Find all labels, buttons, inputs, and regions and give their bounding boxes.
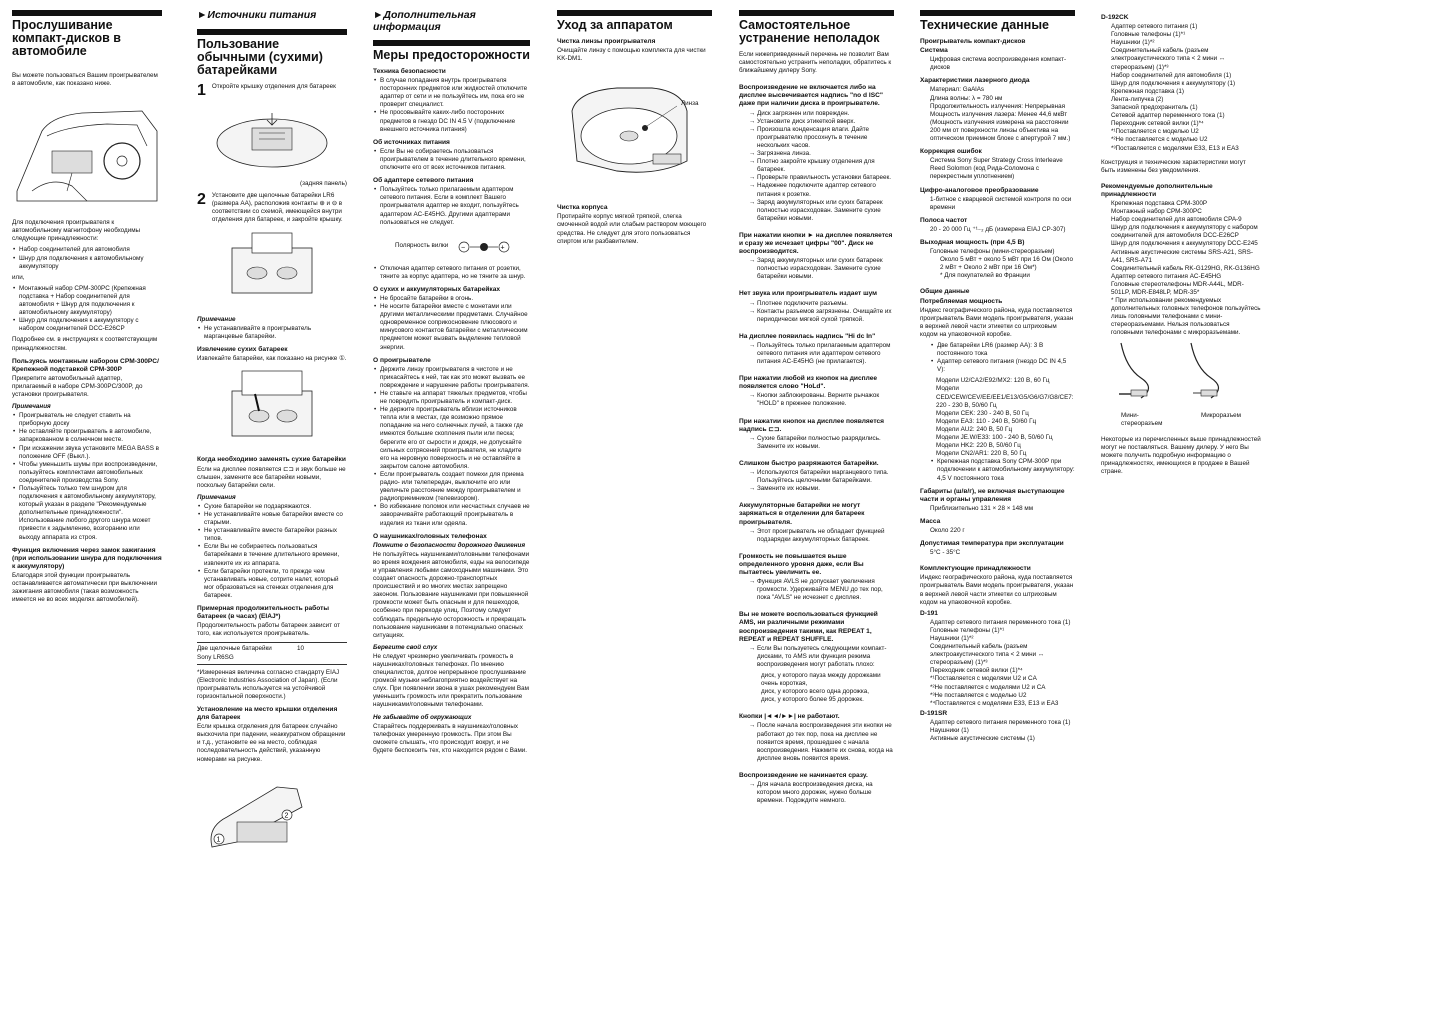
list-item: → Загрязнена линза. <box>757 150 894 158</box>
sub-list <box>739 672 894 704</box>
column-accessories <box>1101 14 1261 479</box>
section-bar <box>557 10 712 16</box>
adapter-list <box>373 186 530 226</box>
troubleshooting-title: Самостоятельное устранение неполадок <box>739 18 880 45</box>
list-item: → Пользуйтесь только прилагаемым адаптером сетевого питания или адаптером сетевого питания AC-E45HG (не прилагается). <box>757 342 894 366</box>
solution-list <box>739 528 894 544</box>
list-item: Наушники (1)*² <box>1111 39 1155 47</box>
cd-player-heading: Проигрыватель компакт-дисков <box>920 38 1026 45</box>
list-item: Модели EA3: 110 - 240 В, 50/60 Гц <box>936 417 1037 425</box>
list-item: → Контакты разъемов загрязнены. Очищайте их периодически мягкой сухой тряпкой. <box>757 308 894 324</box>
list-item: *²Не поставляется с моделью U2 <box>1111 136 1208 144</box>
mass-text: Около 220 г <box>930 526 965 534</box>
list-item: Адаптер сетевого питания (1) <box>1111 23 1198 31</box>
dims-heading: Габариты (ш/в/г), не включая выступающие части и органы управления <box>920 487 1065 503</box>
list-item: • Адаптер сетевого питания (гнездо DC IN 4,5 V): <box>937 358 1075 374</box>
road-heading: Помните о безопасности дорожного движения <box>373 541 526 549</box>
list-item: *³Не поставляется с моделью U2 <box>930 691 1027 699</box>
temp-heading: Допустимая температура при эксплуатации <box>920 540 1064 548</box>
list-item: • Не устанавливайте вместе батарейки разных типов. <box>204 527 347 543</box>
mass-heading: Масса <box>920 517 941 525</box>
battery-lid-illustration <box>197 103 347 178</box>
solution-list <box>739 342 894 366</box>
optional-heading: Рекомендуемые дополнительные принадлежности <box>1101 182 1213 198</box>
solution-list <box>739 722 894 762</box>
temp-text: 5°C - 35°C <box>930 549 961 557</box>
battery-note <box>197 325 347 341</box>
models-list <box>920 377 1075 458</box>
lid-text: Если крышка отделения для батареек случайно выскочила при падении, неаккуратном обращении и т.д., установите ее на место, соблюдая последовательность действий, указанную номерами на рисунке. <box>197 723 346 763</box>
list-item: → Установите диск этикеткой вверх. <box>757 118 894 126</box>
list-item: → Для начала воспроизведения диска, на котором много дорожек, нужно больше времени. Подождите немного. <box>757 781 894 805</box>
step-1-text: Откройте крышку отделения для батареек <box>211 82 336 90</box>
hearing-heading: Берегите свой слух <box>373 643 438 651</box>
list-item: Крепежная подставка (1) <box>1111 87 1184 95</box>
list-item: Модели CED/CEW/CEV/EE/EE1/E13/G5/G6/G7/G8/CE7: 220 - 230 В, 50/60 Гц <box>936 385 1074 409</box>
list-item: Адаптер сетевого питания переменного тока (1) <box>930 718 1071 726</box>
output-list <box>920 248 1075 280</box>
list-item: • При искажении звука установите MEGA BASS в положение OFF (Выкл.). <box>19 445 162 461</box>
list-item: * При использовании рекомендуемых дополнительных головных телефонов пользуйтесь лишь головными телефонами с мини-стереоразъемами. Нельзя пользоваться головными телефонами с микроразъемами. <box>1111 297 1261 337</box>
list-item: • Не держите проигрыватель вблизи источников тепла или в местах, где возможно прямое попадание на него солнечных лучей, а также где имеются большие скопления пыли или песка; берегите его от сырости и дождя, не допускайте сильных сотрясений проигрывателя, не кладите его на неровную поверхность и не оставляйте в закрытом салоне автомобиля. <box>380 406 530 471</box>
list-item: диск, у которого пауза между дорожками очень короткая, <box>761 672 881 688</box>
player-heading: О проигрывателе <box>373 356 431 364</box>
dac-text: 1-битное с кварцевой системой контроля по оси времени <box>930 195 1072 211</box>
life-label: Две щелочные батарейки Sony LR6SG <box>197 645 272 661</box>
problem-heading: При нажатии кнопки ► на дисплее появляется и сразу же исчезает цифры "00". Диск не воспроизводится. <box>739 231 893 256</box>
list-item: Модели AU2: 240 В, 50 Гц <box>936 425 1013 433</box>
list-item: Длина волны: λ = 780 нм <box>930 94 1003 102</box>
adapter-list-2 <box>373 265 530 281</box>
lens-text: Очищайте линзу с помощью комплекта для чистки KK-DM1. <box>557 47 706 63</box>
list-item: • Сухие батарейки не подзаряжаются. <box>204 503 347 511</box>
car-p2: Для подключения проигрывателя к автомобильному магнитофону необходимы следующие принадлежности: <box>12 219 141 243</box>
rear-panel-caption: (задняя панель) <box>300 179 347 187</box>
solution-list <box>739 435 894 451</box>
list-item: Около 5 мВт + около 5 мВт при 16 Ом (Около 2 мВт + Около 2 мВт при 16 Ом*) <box>940 256 1073 272</box>
list-item: • Если Вы не собираетесь пользоваться проигрывателем в течение длительного времени, отключите его от всех источников питания. <box>380 148 530 172</box>
list-item: • Не ставьте на аппарат тяжелых предметов, чтобы не повредить проигрыватель и компакт-диск. <box>380 390 530 406</box>
column-care <box>557 10 712 249</box>
troubleshooting-sections <box>739 84 894 805</box>
list-item: *³Поставляется с моделями E33, E13 и EA3 <box>1111 144 1239 152</box>
section-bar <box>197 29 347 35</box>
notes-heading: Примечания <box>197 493 236 501</box>
solution-list <box>739 781 894 805</box>
laser-list <box>920 86 1075 143</box>
list-item: • Не носите батарейки вместе с монетами или другими металлическими предметами. Случайное одновременное соприкосновение плюсового и минусового контактов батарейки с металлическим предметом может вызвать выделение тепловой энергии. <box>380 303 530 352</box>
problem-heading: Аккумуляторные батарейки не могут заряжаться в отделении для батареек проигрывателя. <box>739 502 865 526</box>
list-item: → Надежнее подключите адаптер сетевого питания к розетке. <box>757 182 894 198</box>
player-list <box>373 366 530 528</box>
problem-heading: Воспроизведение не начинается сразу. <box>739 771 868 779</box>
step-2-text: Установите две щелочные батарейки LR6 (размера AA), расположив контакты ⊕ и ⊖ в соответствии со схемой, имеющейся внутри отделения для батареек, и закройте крышку. <box>211 191 343 223</box>
case-heading: Чистка корпуса <box>557 204 608 212</box>
step-1 <box>197 83 347 99</box>
list-item: • Пользуйтесь только прилагаемым адаптером сетевого питания. Если в комплект Вашего проигрывателя адаптер не входит, пользуйтесь адаптером AC-E45HG. Другими адаптерами пользоваться не следует. <box>380 186 530 226</box>
list-item: Модели HK2: 220 В, 50/60 Гц <box>936 442 1021 450</box>
solution-list <box>739 645 894 669</box>
list-item: • Держите линзу проигрывателя в чистоте и не прикасайтесь к ней, так как это может вызвать ее повреждение и нарушение работы проигрывателя. <box>380 366 530 390</box>
car-intro: Вы можете пользоваться Вашим проигрывателем в автомобиле, как показано ниже. <box>12 72 158 88</box>
freq-heading: Полоса частот <box>920 216 968 224</box>
list-item: Набор соединителей для автомобиля CPA-9 <box>1111 216 1242 224</box>
lid-heading: Установление на место крышки отделения для батареек <box>197 705 338 722</box>
list-item: • Монтажный набор CPM-300PC (Крепежная подставка + Набор соединителей для автомобиля + Шнур для подключения к автомобильному аккумулятору) <box>19 285 162 317</box>
adapter-heading: Об адаптере сетевого питания <box>373 177 474 185</box>
problem-heading: На дисплее появилась надпись "Hi dc In" <box>739 332 876 340</box>
list-item: Активные акустические системы SRS-A21, SRS-A41, SRS-A71 <box>1111 248 1253 264</box>
problem-heading: Кнопки |◄◄/►►| не работают. <box>739 713 840 721</box>
car-list-2 <box>12 285 162 334</box>
life-table-row <box>197 642 347 664</box>
info-section: ►Дополнительная информация <box>373 9 476 33</box>
d191sr-heading: D-191SR <box>920 709 948 717</box>
troubleshooting-intro: Если нижеприведенный перечень не позволит Вам самостоятельно устранить неполадки, обратитесь к ближайшему дилеру Sony. <box>739 51 892 75</box>
battery-remove-illustration <box>197 366 347 451</box>
list-item: *⁴Поставляется с моделями E33, E13 и EA3 <box>930 699 1059 707</box>
car-or: или, <box>12 273 25 281</box>
power-section: ►Источники питания <box>197 9 317 21</box>
d191-list <box>920 619 1075 708</box>
others-text: Старайтесь поддерживать в наушниках/головных телефонах умеренную громкость. При этом Вы сможете слышать, что происходит вокруг, и не будете беспокоить тех, кто находится рядом с Вами. <box>373 722 528 754</box>
list-item: Сетевой адаптер переменного тока (1) <box>1111 112 1225 120</box>
solution-list <box>739 257 894 281</box>
change-notice: Конструкция и технические характеристики могут быть изменены без уведомления. <box>1101 158 1246 174</box>
list-item: • В случае попадания внутрь проигрывателя посторонних предметов или жидкостей отключите адаптер от сети и не пользуйтесь им, пока его не проверит специалист. <box>380 77 530 109</box>
power-list <box>373 148 530 172</box>
laser-heading: Характеристики лазерного диода <box>920 77 1030 85</box>
replace-heading: Когда необходимо заменять сухие батарейки <box>197 456 346 464</box>
safety-list <box>373 77 530 134</box>
solution-list <box>739 469 894 493</box>
optional-list <box>1101 200 1261 338</box>
solution-list <box>739 300 894 324</box>
list-item: → Функция AVLS не допускает увеличения громкости. Удерживайте MENU до тех пор, пока "AVLS" не исчезнет с дисплея. <box>757 578 894 602</box>
list-item: Запасной предохранитель (1) <box>1111 104 1198 112</box>
list-item: • Набор соединителей для автомобиля <box>19 246 162 254</box>
mount-text: Прикрепите автомобильный адаптер, прилагаемый в наборе CPM-300PC/300P, до установки проигрывателя. <box>12 374 143 398</box>
power-heading: Об источниках питания <box>373 138 450 146</box>
list-item: * Для покупателей во Франции <box>940 272 1030 280</box>
life-value: 10 <box>297 645 305 653</box>
system-text: Цифровая система воспроизведения компакт-дисков <box>930 56 1067 72</box>
error-text: Система Sony Super Strategy Cross Interleave Reed Solomon (код Рида-Соломона с перекрестным уплотнением) <box>930 157 1063 181</box>
others-heading: Не забывайте об окружающих <box>373 713 472 721</box>
list-item: → После начала воспроизведения эти кнопки не работают до тех пор, пока на дисплее не появится время, прошедшее с начала воспроизведения. Нажмите их снова, когда на дисплее вновь появится время. <box>757 722 894 762</box>
safety-heading: Техника безопасности <box>373 68 446 75</box>
micro-plug-label: Микроразъем <box>1201 411 1241 419</box>
solution-list <box>739 578 894 602</box>
road-text: Не пользуйтесь наушниками/головными телефонами во время вождения автомобиля, езды на велосипеде и управления любыми самоходными машинами. Это создает опасность дорожно-транспортных происшествий и во многих местах запрещено законом. Пользование наушниками при повышенной громкости может быть опасным и для пешеходов, особенно при переходе улиц. Поэтому следует соблюдать предельную осторожность и прекращать пользование наушниками в потенциально опасных ситуациях. <box>373 550 530 639</box>
list-item: • Проигрыватель не следует ставить на приборную доску <box>19 412 162 428</box>
list-item: → Произошла конденсация влаги. Дайте проигрывателю просохнуть в течение нескольких часов. <box>757 126 894 150</box>
polarity-figure <box>395 233 530 259</box>
consumption-text: Индекс географического района, куда поставляется проигрыватель Вами модель проигрывателя, указан в верхней левой части этикетки со штриховым кодом на упаковочной коробке. <box>920 306 1074 338</box>
list-item: → Плотнее подключите разъемы. <box>757 300 894 308</box>
problem-heading: Воспроизведение не включается либо на дисплее высвечивается надпись "no d ISC" даже при наличии диска в проигрывателе. <box>739 84 883 108</box>
replace-text: Если на дисплее появляется ⊏⊐ и звук больше не слышен, замените все батарейки новыми, поскольку батарейки сели. <box>197 465 346 489</box>
list-item: Модели JE.W/E33: 100 - 240 В, 50/60 Гц <box>936 434 1053 442</box>
column-specs <box>920 10 1075 743</box>
column-car <box>12 10 162 607</box>
svg-text:+: + <box>500 244 505 252</box>
remove-heading: Извлечение сухих батареек <box>197 346 288 354</box>
list-item: • Пользуйтесь только тем шнуром для подключения к автомобильному аккумулятору, который указан в разделе "Рекомендуемые дополнительные принадлежности". Использование любого другого шнура может привести к задымлению, возгоранию или выходу аппарата из строя. <box>19 485 162 542</box>
list-item: Головные телефоны (1)*¹ <box>1111 31 1186 39</box>
list-item: Модели CN2/AR1: 220 В, 50 Гц <box>936 450 1027 458</box>
car-title: Прослушивание компакт-дисков в автомобиле <box>12 18 121 58</box>
list-item: Модели U2/CA2/E92/MX2: 120 В, 60 Гц <box>936 377 1050 385</box>
general-heading: Общие данные <box>920 288 970 296</box>
list-item: → Заряд аккумуляторных или сухих батареек полностью израсходован. Замените сухие батарейки новыми. <box>757 199 894 223</box>
step-2 <box>197 192 347 224</box>
list-item: → Этот проигрыватель не обладает функцией подзарядки аккумуляторных батареек. <box>757 528 894 544</box>
final-note: Некоторые из перечисленных выше принадлежностей могут не поставляться. Вашему дилеру. У него Вы можете получить подробную информацию о принадлежностях, имеющихся в продаже в Вашей стране. <box>1101 435 1261 476</box>
d191sr-list <box>920 719 1075 743</box>
list-item: • Если Вы не собираетесь пользоваться батарейками в течение длительного времени, извлеките их из аппарата. <box>204 543 347 567</box>
car-list-1 <box>12 246 162 270</box>
list-item: Монтажный набор CPM-300PC <box>1111 208 1202 216</box>
polarity-label: Полярность вилки <box>395 241 449 249</box>
list-item: Головные телефоны (1)*¹ <box>930 626 1005 634</box>
list-item: Адаптер сетевого питания переменного тока (1) <box>930 618 1071 626</box>
consumption-list <box>920 342 1075 374</box>
solution-list <box>739 110 894 223</box>
section-bar <box>12 10 162 16</box>
problem-heading: Нет звука или проигрыватель издает шум <box>739 290 878 298</box>
notes-heading: Примечания <box>12 403 51 411</box>
battery-notes <box>197 503 347 600</box>
list-item: • Две батарейки LR6 (размер AA): 3 В постоянного тока <box>937 342 1075 358</box>
list-item: диск, у которого всего одна дорожка, <box>761 688 869 696</box>
case-text: Протирайте корпус мягкой тряпкой, слегка смоченной водой или слабым раствором моющего средства. Не следует для этого пользоваться спиртом или разбавителем. <box>557 213 707 245</box>
svg-text:−: − <box>461 244 466 252</box>
list-item: Переходник сетевой вилки (1)*⁴ <box>1111 120 1204 128</box>
list-item: → Проверьте правильность установки батареек. <box>757 174 894 182</box>
list-item: • Чтобы уменьшить шумы при воспроизведении, пользуйтесь комплектами автомобильных соединителей производства Sony. <box>19 461 162 485</box>
problem-heading: При нажатии кнопок на дисплее появляется надпись ⊏⊐. <box>739 417 884 433</box>
car-notes <box>12 412 162 542</box>
section-bar <box>920 10 1075 16</box>
care-title: Уход за аппаратом <box>557 18 673 32</box>
d192-heading: D-192CK <box>1101 14 1129 21</box>
ignition-heading: Функция включения через замок зажигания (при использовании шнура для подключения к аккумулятору) <box>12 546 162 570</box>
mount-heading: Пользуясь монтажным набором CPM-300PC/Крепежной подставкой CPM-300P <box>12 357 159 373</box>
battery-insert-illustration <box>197 228 347 308</box>
system-heading: Система <box>920 47 948 55</box>
list-item: → Заряд аккумуляторных или сухих батареек полностью израсходован. Замените сухие батарейки новыми. <box>757 257 894 281</box>
list-item: Головные стереотелефоны MDR-A44L, MDR-501LP, MDR-E848LP, MDR-35* <box>1111 280 1244 296</box>
list-item: Мощность излучения лазера: Менее 44,6 мкВт (Мощность излучения измерена на расстоянии 200 мм от поверхности линзы объектива на оптическом приемном блоке с апертурой 7 мм.) <box>930 110 1071 143</box>
problem-heading: При нажатии любой из кнопок на дисплее появляется слово "HoLd". <box>739 375 878 391</box>
list-item: диск, у которого более 95 дорожек. <box>761 696 864 704</box>
list-item: Активные акустические системы (1) <box>930 735 1035 743</box>
list-item: Наушники (1) <box>930 727 969 735</box>
freq-text: 20 - 20 000 Гц ⁺¹₋₂ дБ (измерена EIAJ CP-307) <box>930 225 1066 233</box>
list-item: • Шнур для подключения к автомобильному аккумулятору <box>19 255 162 271</box>
list-item: → Если Вы пользуетесь следующими компакт-дисками, то AMS или функция режима воспроизведения могут работать плохо: <box>757 645 894 669</box>
column-power <box>197 10 347 857</box>
list-item: *²Не поставляется с моделями U2 и CA <box>930 683 1046 691</box>
list-item: Соединительный кабель (разъем электроакустического типа < 2 мини ↔ стереоразъем) (1)*³ <box>1111 47 1226 71</box>
list-item: → Диск загрязнен или поврежден. <box>757 110 894 118</box>
lens-heading: Чистка линзы проигрывателя <box>557 38 656 45</box>
list-item: Материал: GaAlAs <box>930 86 985 94</box>
list-item: Адаптер сетевого питания AC-E45HG <box>1111 272 1222 280</box>
lens-figure <box>557 66 712 196</box>
car-illustration <box>12 91 162 211</box>
consumption-heading: Потребляемая мощность <box>920 297 1003 305</box>
remove-text: Извлекайте батарейки, как показано на рисунке ①. <box>197 355 347 363</box>
list-item: → Плотно закройте крышку отделения для батареек. <box>757 158 894 174</box>
life-text: Продолжительность работы батареек зависит от того, как используется проигрыватель. <box>197 622 341 638</box>
problem-heading: Слишком быстро разряжаются батарейки. <box>739 459 879 467</box>
list-item: • Во избежание поломок или несчастных случаев не заворачивайте работающий проигрыватель в изделия из ткани или одеяла. <box>380 503 530 527</box>
list-item: Лента-липучка (2) <box>1111 95 1164 103</box>
d191-heading: D-191 <box>920 609 938 617</box>
step-number: 1 <box>197 81 206 99</box>
list-item: Набор соединителей для автомобиля (1) <box>1111 71 1232 79</box>
svg-text:2: 2 <box>284 812 289 820</box>
list-item: • Не оставляйте проигрыватель в автомобиле, запаркованном в солнечном месте. <box>19 428 162 444</box>
list-item: *¹Поставляется с моделью U2 <box>1111 128 1199 136</box>
output-heading: Выходная мощность (при 4,5 В) <box>920 238 1025 246</box>
life-heading: Примерная продолжительность работы батареек (в часах) (EIAJ*) <box>197 605 329 621</box>
specs-title: Технические данные <box>920 18 1049 32</box>
d192-list <box>1101 23 1261 153</box>
precautions-title: Меры предосторожности <box>373 48 530 62</box>
section-bar <box>373 40 530 46</box>
dry-heading: О сухих и аккумуляторных батарейках <box>373 285 501 293</box>
consumption-car <box>920 458 1075 482</box>
section-bar <box>739 10 894 16</box>
list-item: • Не просовывайте каких-либо посторонних предметов в гнездо DC IN 4.5 V (подключение внешнего источника питания) <box>380 109 530 133</box>
car-p3: Подробнее см. в инструкциях к соответствующим принадлежностям. <box>12 336 158 352</box>
accessories-heading: Комплектующие принадлежности <box>920 565 1031 573</box>
list-item: Наушники (1)*² <box>930 635 974 642</box>
dims-text: Приблизительно 131 × 28 × 148 мм <box>930 504 1034 512</box>
list-item: • Если проигрыватель создает помехи для приема радио- или телепередач, выключите его или увеличьте расстояние между проигрывателем и радиоприемником (телевизором). <box>380 471 530 503</box>
list-item: → Кнопки заблокированы. Верните рычажок "HOLD" в прежнее положение. <box>757 392 894 408</box>
list-item: Шнур для подключения к аккумулятору с набором соединителей для автомобиля DCC-E26CP <box>1111 224 1258 240</box>
error-heading: Коррекция ошибок <box>920 148 982 156</box>
list-item: Соединительный кабель (разъем электроакустического типа < 2 мини ↔ стереоразъем) (1)*³ <box>930 643 1045 667</box>
list-item: → Используются батарейки марганцевого типа. Пользуйтесь щелочными батарейками. <box>757 469 894 485</box>
lens-label: Линза <box>681 100 699 108</box>
list-item: Крепежная подставка CPM-300P <box>1111 199 1208 207</box>
list-item: • Шнур для подключения к аккумулятору с набором соединителей DCC-E26CP <box>19 317 162 333</box>
problem-heading: Громкость не повышается выше определенного уровня даже, если Вы пытаетесь увеличить ее. <box>739 552 864 576</box>
dac-heading: Цифро-аналоговое преобразование <box>920 186 1039 194</box>
problem-heading: Вы не можете воспользоваться функцией AMS, ни различными режимами воспроизведения такими, как REPEAT 1, REPEAT и REPEAT SHUFFLE. <box>739 611 878 643</box>
list-item: → Замените их новыми. <box>757 485 894 493</box>
list-item: • Не устанавливайте в проигрыватель марганцевые батарейки. <box>204 325 347 341</box>
list-item: → Сухие батарейки полностью разрядились. Замените их новыми. <box>757 435 894 451</box>
plug-illustration <box>1101 338 1261 408</box>
note-heading: Примечание <box>197 315 236 323</box>
list-item: • Крепежная подставка Sony CPM-300P при подключении к автомобильному аккумулятору: 4,5 V постоянного тока <box>937 458 1075 482</box>
column-troubleshooting <box>739 10 894 808</box>
list-item: Соединительный кабель RK-G129HG, RK-G136HG <box>1111 264 1260 272</box>
column-precautions <box>373 10 530 758</box>
ignition-text: Благодаря этой функции проигрыватель останавливается автоматически при выключении зажигания автомобиля (такая возможность имеется не во всех моделях автомобилей). <box>12 571 158 604</box>
life-footnote: *Измеренная величина согласно стандарту EIAJ (Electronic Industries Association of Japan). (Если проигрыватель используется на устойчивой горизонтальной поверхности.) <box>197 668 340 700</box>
battery-title: Пользование обычными (сухими) батарейками <box>197 36 323 77</box>
list-item: Модели CEK: 230 - 240 В, 50 Гц <box>936 409 1029 417</box>
list-item: • Если батарейки протекли, то прежде чем устанавливать новые, сотрите налет, который мог образоваться на стенках отделения для батареек. <box>204 568 347 600</box>
svg-text:1: 1 <box>216 836 221 844</box>
list-item: Шнур для подключения к аккумулятору (1) <box>1111 79 1236 87</box>
list-item: Головные телефоны (мини-стереоразъем) <box>930 248 1055 256</box>
dry-list <box>373 295 530 352</box>
accessories-text: Индекс географического района, куда поставляется проигрыватель Вами модель проигрывателя, указан в верхней левой части этикетки со штриховым кодом на упаковочной коробке. <box>920 574 1074 606</box>
solution-list <box>739 392 894 408</box>
list-item: Переходник сетевой вилки (1)*⁴ <box>930 667 1023 675</box>
list-item: Шнур для подключения к аккумулятору DCC-E245 <box>1111 240 1258 248</box>
list-item: Продолжительность излучения: Непрерывная <box>930 102 1066 110</box>
list-item: • Не бросайте батарейки в огонь. <box>380 295 530 303</box>
mini-plug-label: Мини-стереоразъем <box>1121 411 1163 427</box>
phones-heading: О наушниках/головных телефонах <box>373 532 487 540</box>
hearing-text: Не следует чрезмерно увеличивать громкость в наушниках/головных телефонах. По мнению специалистов, долгое непрерывное прослушивание громкой музыки неблагоприятно воздействует на слух. При появлении звона в ушах рекомендуем Вам уменьшить громкость или прекратить пользование наушниками/головными телефонами. <box>373 652 529 709</box>
step-number: 2 <box>197 190 206 208</box>
player-lens-illustration <box>557 66 712 196</box>
list-item: • Отключая адаптер сетевого питания от розетки, тяните за корпус адаптера, но не тяните за шнур. <box>380 265 530 281</box>
list-item: *¹Поставляется с моделями U2 и CA <box>930 675 1037 683</box>
lid-illustration <box>197 767 347 857</box>
plug-labels <box>1101 412 1261 428</box>
list-item: • Не устанавливайте новые батарейки вместе со старыми. <box>204 511 347 527</box>
plug-polarity-icon <box>454 233 514 259</box>
